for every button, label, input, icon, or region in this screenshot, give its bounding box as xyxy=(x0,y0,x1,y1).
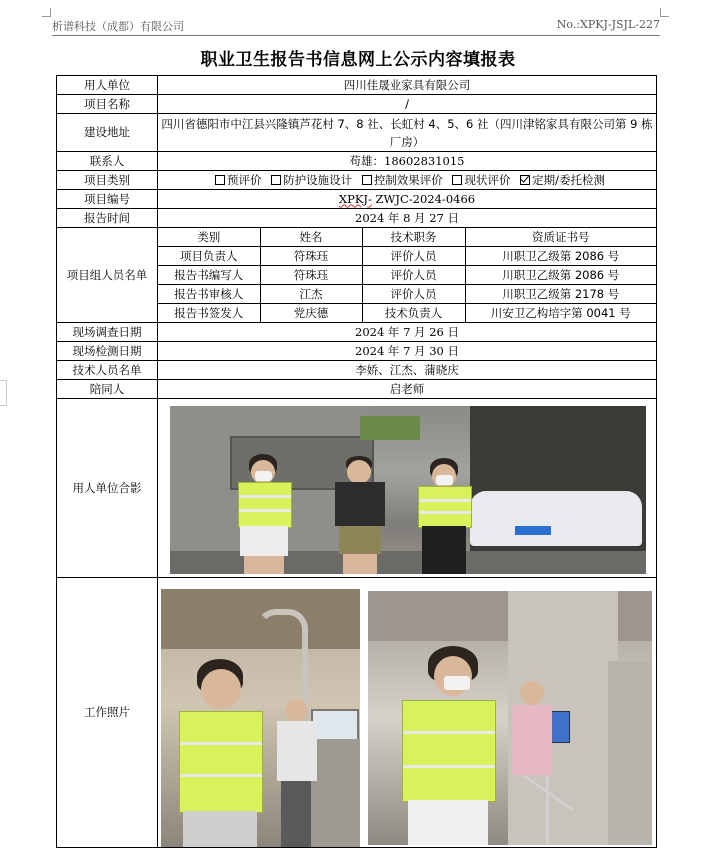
header-doc-number: No.:XPKJ-JSJL-227 xyxy=(556,18,660,31)
group-photo xyxy=(170,406,646,574)
work-photo-2 xyxy=(368,591,652,845)
category-option-label: 现状评价 xyxy=(464,172,511,187)
person xyxy=(171,659,271,847)
value-survey-date: 2024 年 7 月 26 日 xyxy=(158,323,657,342)
header-company: 析谱科技（成都）有限公司 xyxy=(52,20,184,33)
person xyxy=(273,699,323,847)
label-employer: 用人单位 xyxy=(57,76,158,95)
category-option-label: 预评价 xyxy=(227,172,262,187)
value-contact: 苟雄：18602831015 xyxy=(158,152,657,171)
work-photo-1 xyxy=(161,589,360,847)
label-project-no: 项目编号 xyxy=(57,190,158,209)
header-rule xyxy=(52,35,660,36)
team-cell-name: 符珠珏 xyxy=(260,247,362,266)
category-option[interactable] xyxy=(446,173,510,187)
team-cell-cert: 川安卫乙构培字第 0041 号 xyxy=(490,305,631,320)
team-cell-cert: 川职卫乙级第 2086 号 xyxy=(465,247,656,266)
label-contact: 联系人 xyxy=(57,152,158,171)
page-corner-mark-left xyxy=(42,8,51,17)
person xyxy=(325,454,395,574)
label-address: 建设地址 xyxy=(57,114,158,152)
document-title: 职业卫生报告书信息网上公示内容填报表 xyxy=(200,50,516,70)
page-header xyxy=(52,14,660,34)
team-row xyxy=(158,266,656,285)
label-category: 项目类别 xyxy=(57,171,158,190)
value-technicians: 李娇、江杰、蒲晓庆 xyxy=(158,361,657,380)
team-cell-title: 评价人员 xyxy=(362,266,465,285)
side-collapse-handle[interactable] xyxy=(0,380,7,406)
team-header: 类别 xyxy=(158,228,260,247)
page-corner-mark-right xyxy=(660,8,669,17)
value-address: 四川省德阳市中江县兴隆镇芦花村 7、8 社、长虹村 4、5、6 社（四川津铭家具有限公司第 9 栋厂房） xyxy=(158,114,657,152)
team-cell-title: 技术负责人 xyxy=(362,304,465,323)
checkbox-icon xyxy=(271,175,281,185)
team-cell-name: 符珠珏 xyxy=(260,266,362,285)
category-option[interactable] xyxy=(514,173,605,187)
team-cell-title: 评价人员 xyxy=(362,285,465,304)
value-escort: 启老师 xyxy=(158,380,657,399)
value-test-date: 2024 年 7 月 30 日 xyxy=(158,342,657,361)
value-category xyxy=(158,171,657,190)
category-option[interactable] xyxy=(265,173,352,187)
checkbox-icon xyxy=(452,175,462,185)
person xyxy=(388,646,508,845)
team-cell-name: 江杰 xyxy=(260,285,362,304)
label-survey-date: 现场调查日期 xyxy=(57,323,158,342)
team-header: 技术职务 xyxy=(362,228,465,247)
checkbox-icon xyxy=(362,175,372,185)
team-cell-role: 报告书签发人 xyxy=(158,304,260,323)
team-header: 姓名 xyxy=(260,228,362,247)
label-work-photos: 工作照片 xyxy=(57,578,158,848)
team-row xyxy=(158,285,656,304)
category-option[interactable] xyxy=(209,173,262,187)
checkbox-icon xyxy=(215,175,225,185)
team-row xyxy=(158,304,656,323)
team-cell-role: 报告书编写人 xyxy=(158,266,260,285)
category-option-label: 防护设施设计 xyxy=(283,172,353,187)
label-team: 项目组人员名单 xyxy=(57,228,158,323)
person xyxy=(230,454,300,574)
label-technicians: 技术人员名单 xyxy=(57,361,158,380)
label-report-time: 报告时间 xyxy=(57,209,158,228)
label-group-photo: 用人单位合影 xyxy=(57,399,158,578)
category-option-label: 定期/委托检测 xyxy=(532,172,605,187)
label-project-name: 项目名称 xyxy=(57,95,158,114)
person xyxy=(410,458,480,574)
label-escort: 陪同人 xyxy=(57,380,158,399)
value-project-name: / xyxy=(158,95,657,114)
team-row xyxy=(158,247,656,266)
team-table xyxy=(158,228,656,322)
category-option[interactable] xyxy=(356,173,443,187)
team-cell-name: 党庆德 xyxy=(260,304,362,323)
team-cell-role: 项目负责人 xyxy=(158,247,260,266)
team-cell xyxy=(158,228,657,323)
team-cell-cert: 川职卫乙级第 2086 号 xyxy=(465,266,656,285)
project-no-code: ZWJC-2024-0466 xyxy=(371,191,476,206)
value-report-time: 2024 年 8 月 27 日 xyxy=(158,209,657,228)
team-cell-role: 报告书审核人 xyxy=(158,285,260,304)
project-no-prefix: XPKJ- xyxy=(338,191,372,206)
team-header: 资质证书号 xyxy=(465,228,656,247)
team-cell-cert: 川职卫乙级第 2178 号 xyxy=(465,285,656,304)
checked-checkbox-icon xyxy=(520,175,530,185)
team-cell-title: 评价人员 xyxy=(362,247,465,266)
label-test-date: 现场检测日期 xyxy=(57,342,158,361)
value-employer: 四川佳晟业家具有限公司 xyxy=(158,76,657,95)
person xyxy=(508,681,558,845)
category-option-label: 控制效果评价 xyxy=(373,172,443,187)
value-project-no xyxy=(158,190,657,209)
